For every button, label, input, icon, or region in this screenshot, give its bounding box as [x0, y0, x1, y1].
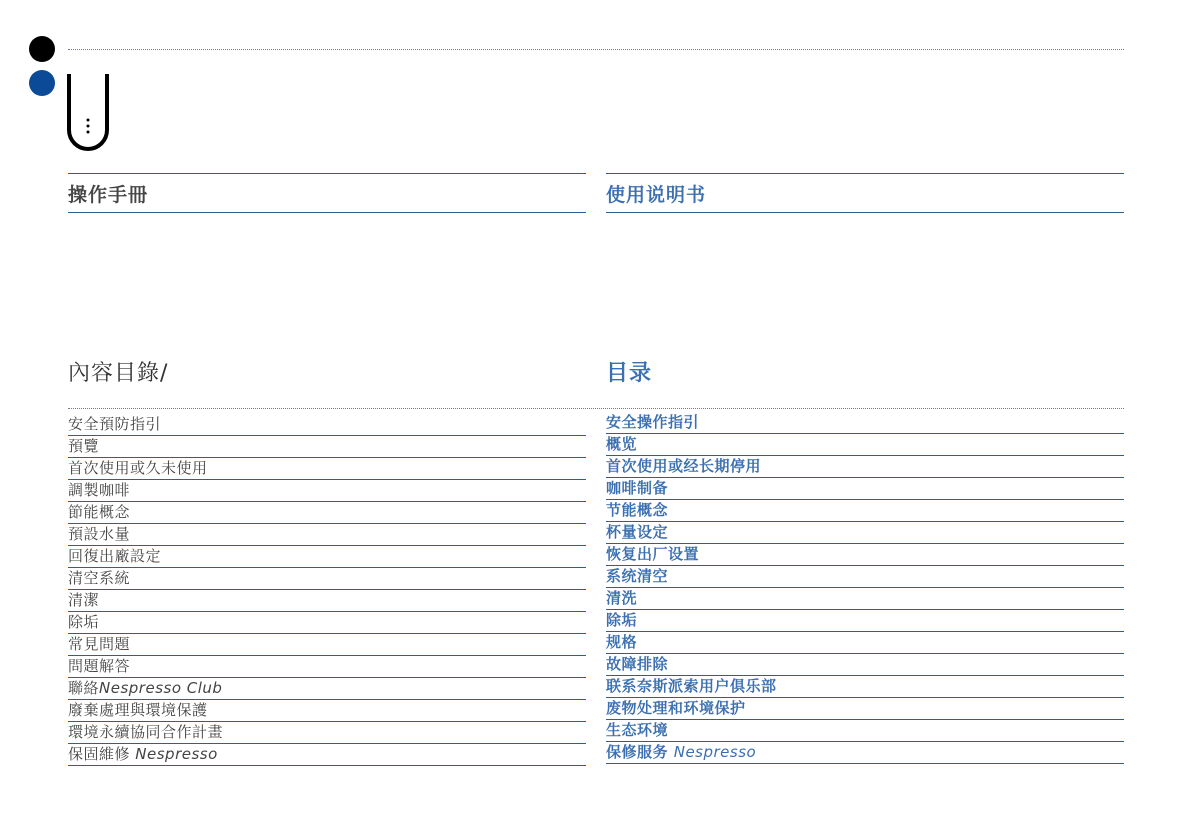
toc-item-label: 預設水量 — [68, 525, 131, 543]
toc-item[interactable] — [68, 568, 586, 590]
toc-item[interactable] — [68, 480, 586, 502]
toc-item-label: 調製咖啡 — [68, 481, 131, 499]
toc-item[interactable] — [606, 544, 1124, 566]
toc-item-label: 節能概念 — [68, 503, 131, 521]
toc-item[interactable] — [68, 458, 586, 480]
toc-item[interactable] — [68, 612, 586, 634]
toc-item-brand: Nespresso — [135, 745, 218, 763]
toc-item-label: 預覽 — [68, 437, 100, 455]
toc-item-brand: Nespresso Club — [99, 679, 223, 697]
u-logo-icon — [66, 74, 110, 154]
toc-item[interactable] — [606, 522, 1124, 544]
toc-item[interactable] — [68, 590, 586, 612]
toc-item-label: 回復出廠設定 — [68, 547, 162, 565]
toc-item-label: 除垢 — [68, 613, 100, 631]
simplified-chinese-column — [606, 173, 1124, 761]
toc-item[interactable] — [606, 434, 1124, 456]
toc-item-label: 安全預防指引 — [68, 415, 162, 433]
toc-item[interactable] — [606, 610, 1124, 632]
toc-item-label: 概览 — [606, 435, 638, 453]
manual-title: 使用说明书 — [606, 173, 1124, 213]
toc-item[interactable] — [606, 742, 1124, 764]
toc-item-label: 杯量设定 — [606, 523, 669, 541]
traditional-chinese-column — [68, 173, 586, 763]
toc-item-label: 問題解答 — [68, 657, 131, 675]
toc-item[interactable] — [68, 744, 586, 766]
toc-item-label: 廢棄處理與環境保護 — [68, 701, 208, 719]
toc-heading: 內容目錄/ — [68, 361, 169, 386]
toc-item[interactable] — [68, 414, 586, 436]
toc-item[interactable] — [606, 632, 1124, 654]
toc-item[interactable] — [606, 676, 1124, 698]
toc-item-label: 生态环境 — [606, 721, 669, 739]
toc-item[interactable] — [606, 698, 1124, 720]
toc-item-label: 除垢 — [606, 611, 638, 629]
black-dot-icon — [29, 36, 55, 62]
toc-item-label: 恢复出厂设置 — [606, 545, 700, 563]
toc-item-label: 首次使用或经长期停用 — [606, 457, 762, 475]
toc-item[interactable] — [606, 500, 1124, 522]
toc-item-label: 清洗 — [606, 589, 638, 607]
toc-item[interactable] — [68, 700, 586, 722]
toc-item[interactable] — [606, 412, 1124, 434]
toc-item-label: 故障排除 — [606, 655, 669, 673]
toc-item[interactable] — [68, 436, 586, 458]
toc-item-label: 常見問題 — [68, 635, 131, 653]
toc-item[interactable] — [68, 634, 586, 656]
toc-item[interactable] — [68, 722, 586, 744]
toc-dotted-divider — [68, 408, 1124, 409]
toc-item[interactable] — [606, 588, 1124, 610]
toc-item-label: 保修服务 — [606, 743, 674, 761]
toc-heading: 目录 — [606, 361, 653, 386]
toc-list — [606, 412, 1124, 764]
toc-item[interactable] — [606, 456, 1124, 478]
toc-item-label: 保固維修 — [68, 745, 136, 763]
toc-item-brand: Nespresso — [673, 743, 757, 761]
toc-item-label: 规格 — [606, 633, 638, 651]
toc-item[interactable] — [68, 524, 586, 546]
toc-item-label: 首次使用或久未使用 — [68, 459, 208, 477]
toc-item-label: 咖啡制备 — [606, 479, 669, 497]
toc-item[interactable] — [606, 654, 1124, 676]
toc-item-label: 系统清空 — [606, 567, 669, 585]
toc-list — [68, 414, 586, 766]
toc-item-label: 联系奈斯派索用户俱乐部 — [606, 677, 777, 695]
toc-item-label: 安全操作指引 — [606, 413, 700, 431]
toc-item[interactable] — [606, 566, 1124, 588]
blue-dot-icon — [29, 70, 55, 96]
toc-item-label: 清潔 — [68, 591, 100, 609]
toc-item-label: 清空系統 — [68, 569, 131, 587]
toc-item-label: 废物处理和环境保护 — [606, 699, 746, 717]
manual-title: 操作手冊 — [68, 173, 586, 213]
top-dotted-divider — [68, 49, 1124, 50]
toc-item[interactable] — [68, 656, 586, 678]
toc-item-label: 環境永續協同合作計畫 — [68, 723, 224, 741]
toc-item[interactable] — [68, 546, 586, 568]
toc-item[interactable] — [606, 478, 1124, 500]
toc-item[interactable] — [68, 502, 586, 524]
toc-item-label: 节能概念 — [606, 501, 669, 519]
toc-item-label: 聯絡 — [68, 679, 100, 697]
toc-item[interactable] — [606, 720, 1124, 742]
toc-item[interactable] — [68, 678, 586, 700]
